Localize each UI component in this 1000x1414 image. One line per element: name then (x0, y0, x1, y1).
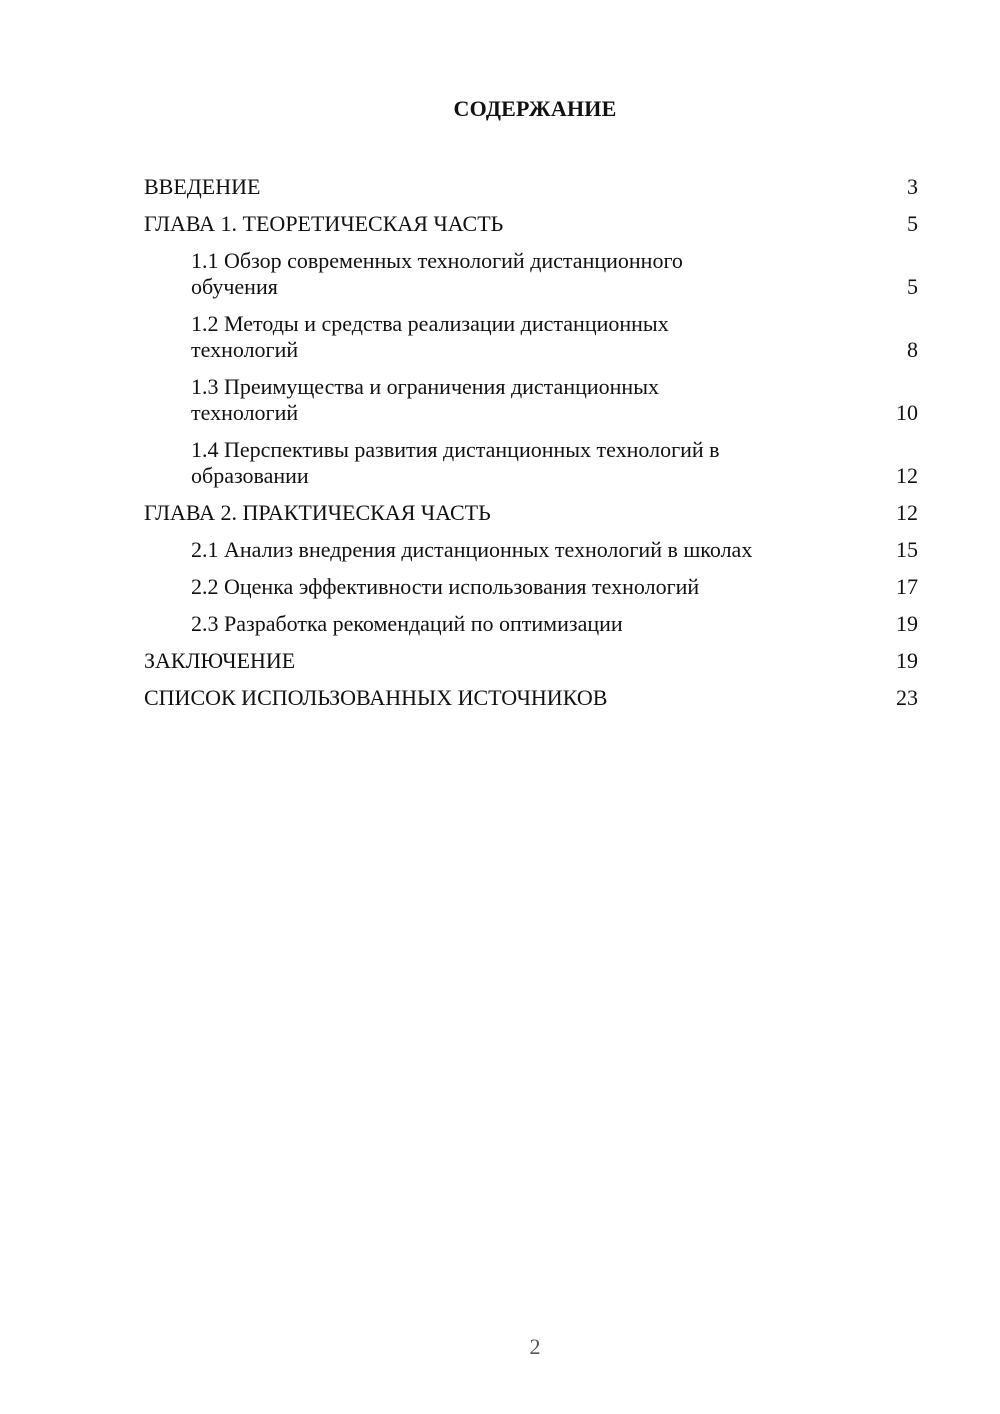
toc-entry-page: 19 (896, 610, 918, 636)
toc-entry-text: ВВЕДЕНИЕ (144, 173, 261, 199)
toc-title: СОДЕРЖАНИЕ (453, 96, 617, 121)
toc-entry-references[interactable] (144, 679, 918, 716)
toc-entry-section-2-1[interactable] (144, 531, 918, 568)
toc-entry-chapter-2[interactable] (144, 494, 918, 531)
toc-entry-section-1-3[interactable] (144, 368, 918, 431)
toc-entry-text: 2.2 Оценка эффективности использования технологий (191, 573, 700, 599)
toc-entry-chapter-1[interactable] (144, 205, 918, 242)
toc-entry-text: 1.2 Методы и средства реализации дистанционных технологий (191, 311, 669, 362)
toc-entry-text: 1.4 Перспективы развития дистанционных технологий в образовании (191, 437, 720, 488)
toc-entry-text: 2.1 Анализ внедрения дистанционных технологий в школах (191, 536, 753, 562)
toc-entry-text: 1.3 Преимущества и ограничения дистанционных технологий (191, 374, 659, 425)
toc-entry-conclusion[interactable] (144, 642, 918, 679)
toc-entry-page: 10 (896, 400, 918, 425)
toc-entry-page: 17 (896, 573, 918, 599)
toc-entry-page: 8 (907, 337, 918, 362)
page-number: 2 (529, 1334, 541, 1359)
toc-entry-page: 5 (907, 274, 918, 299)
toc-entry-text: СПИСОК ИСПОЛЬЗОВАННЫХ ИСТОЧНИКОВ (144, 684, 608, 710)
toc-entry-introduction[interactable] (144, 168, 918, 205)
toc-entry-text: 1.1 Обзор современных технологий дистанционного обучения (191, 248, 683, 299)
toc-entry-page: 12 (896, 499, 918, 525)
toc-entry-section-1-2[interactable] (144, 305, 918, 368)
toc-entry-page: 3 (907, 173, 918, 199)
toc-entry-section-1-1[interactable] (144, 242, 918, 305)
table-of-contents (144, 168, 918, 716)
toc-entry-section-2-2[interactable] (144, 568, 918, 605)
toc-entry-text: 2.3 Разработка рекомендаций по оптимизации (191, 610, 623, 636)
toc-entry-text: ГЛАВА 1. ТЕОРЕТИЧЕСКАЯ ЧАСТЬ (144, 210, 504, 236)
toc-entry-text: ЗАКЛЮЧЕНИЕ (144, 647, 296, 673)
toc-entry-page: 5 (907, 210, 918, 236)
toc-entry-page: 15 (896, 536, 918, 562)
toc-entry-page: 23 (896, 684, 918, 710)
toc-entry-text: ГЛАВА 2. ПРАКТИЧЕСКАЯ ЧАСТЬ (144, 499, 491, 525)
toc-entry-section-1-4[interactable] (144, 431, 918, 494)
toc-entry-page: 12 (896, 463, 918, 488)
toc-entry-page: 19 (896, 647, 918, 673)
toc-entry-section-2-3[interactable] (144, 605, 918, 642)
